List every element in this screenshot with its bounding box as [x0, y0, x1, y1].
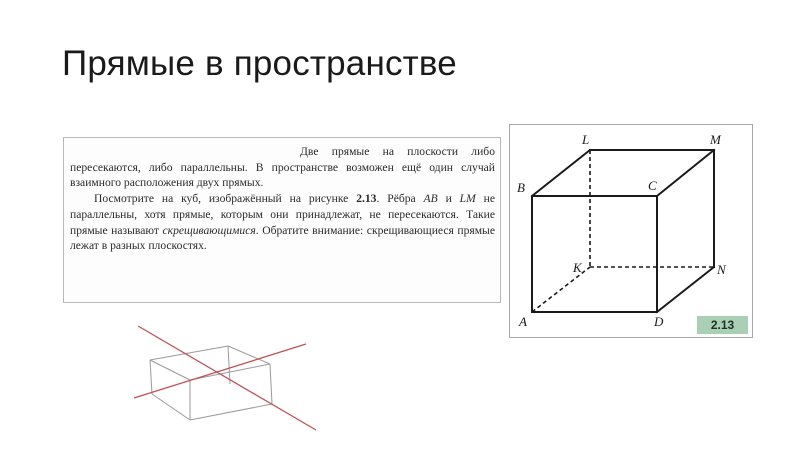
vertex-label-K: K [573, 260, 582, 275]
figure-number-badge: 2.13 [697, 316, 748, 334]
vertex-label-C: C [648, 178, 657, 193]
paragraph-1: Две прямые на плоскости либо пересекаются, либо параллельны. В пространстве возможен ещё один случай взаимного расположения двух прямых. [70, 145, 495, 190]
skew-lines-sketch [130, 318, 330, 433]
edge-CM [657, 150, 714, 196]
edge-lm: LM [459, 192, 476, 206]
sketch-box-edge [150, 360, 152, 394]
cube-figure [509, 124, 753, 338]
sketch-box-edge [152, 394, 190, 420]
sketch-box-edge [270, 364, 272, 404]
p2-text-d: не параллельны, хотя прямые, которым они принадлежат, не пересекаются. Такие прямые называют [70, 192, 495, 237]
p2-text-c: и [437, 192, 460, 206]
p2-text-e: . Обратите внимание: скрещивающиеся прямые лежат в разных плоскостях. [70, 223, 495, 253]
textbook-excerpt [63, 137, 501, 303]
sketch-box-edge [150, 360, 190, 380]
skew-line-1 [138, 326, 316, 430]
edge-BL [532, 150, 590, 196]
paragraph-2 [70, 191, 495, 254]
vertex-label-B: B [517, 180, 525, 195]
sketch-box-edge [190, 404, 272, 420]
vertex-label-L: L [582, 132, 590, 147]
edge-ab: AB [423, 192, 438, 206]
sketch-box-edge [150, 346, 228, 360]
p2-text-b: . Рёбра [376, 192, 424, 206]
p2-text-a: Посмотрите на куб, изображённый на рисунке [94, 192, 357, 206]
cube-drawing [510, 125, 754, 339]
vertex-label-A: A [519, 314, 527, 329]
skew-line-2 [134, 344, 306, 398]
vertex-label-D: D [654, 314, 664, 329]
slide-title: Прямые в пространстве [62, 44, 457, 83]
vertex-label-M: M [710, 132, 721, 147]
edge-DN [657, 267, 714, 312]
figure-reference: 2.13 [356, 192, 377, 206]
vertex-label-N: N [717, 262, 726, 277]
term-skew-lines: скрещивающимися [162, 223, 256, 237]
